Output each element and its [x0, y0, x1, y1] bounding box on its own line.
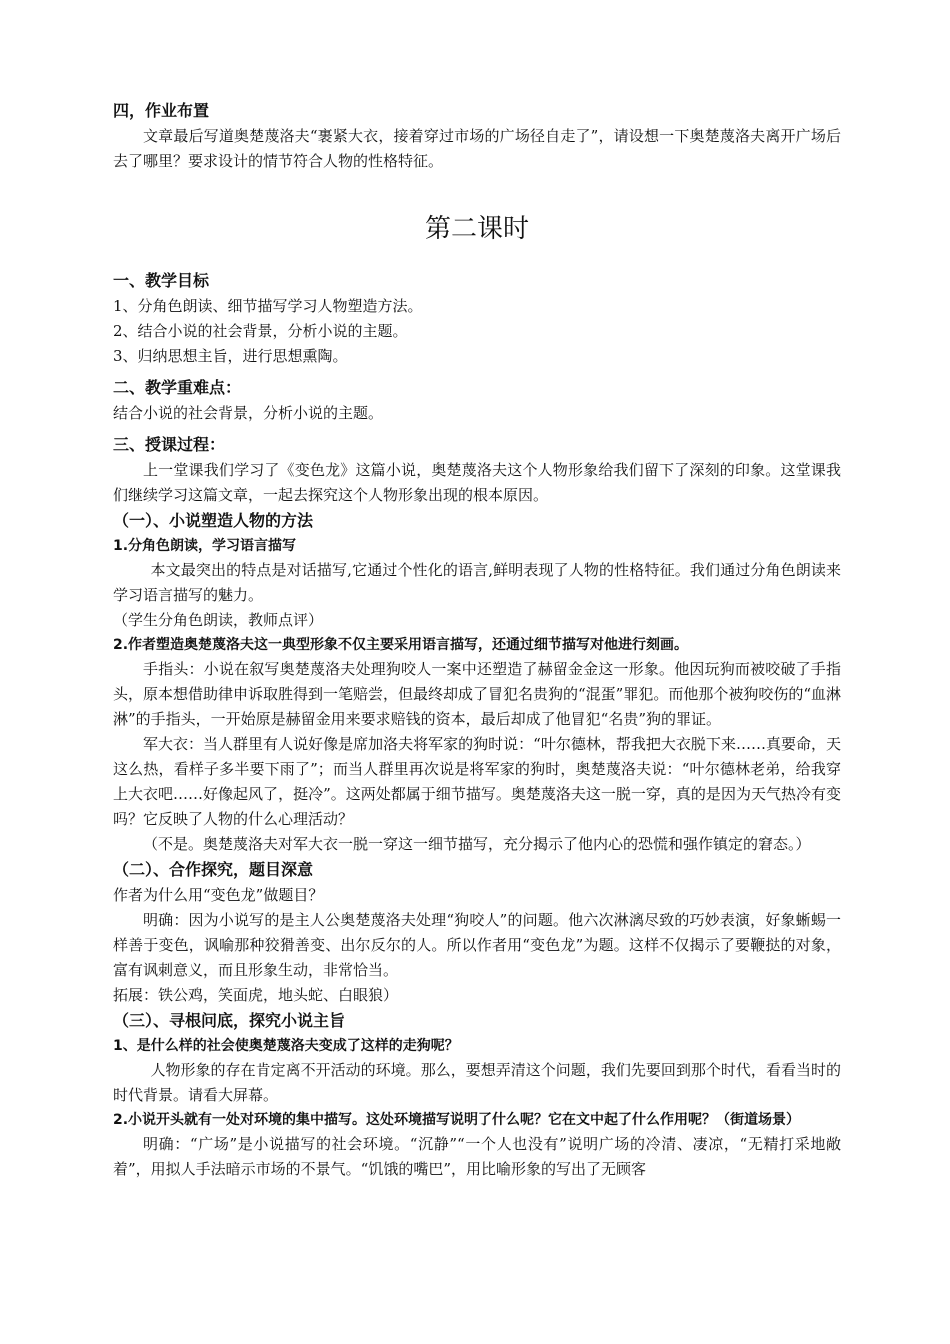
part3-question-2: 2.小说开头就有一处对环境的集中描写。这处环境描写说明了什么呢？它在文中起了什么作用呢？（街道场景） [113, 1112, 801, 1128]
goal-item: 2、结合小说的社会背景，分析小说的主题。 [113, 322, 408, 340]
section-heading-homework: 四，作业布置 [113, 101, 210, 120]
finger-paragraph: 手指头：小说在叙写奥楚蔑洛夫处理狗咬人一案中还塑造了赫留金金这一形象。他因玩狗而被咬破了手指头，原本想借助律申诉取胜得到一笔赔尝，但最终却成了冒犯名贵狗的“混蛋”罪犯。而他那个被狗咬伤的“血淋淋”的手指头，一开始原是赫留金用来要求赔钱的资本，最后却成了他冒犯“名贵”狗的罪证。 [113, 660, 842, 728]
goal-item: 1、分角色朗读、细节描写学习人物塑造方法。 [113, 297, 423, 315]
page-title: 第二课时 [424, 214, 529, 244]
part2-question: 作者为什么用“变色龙”做题目？ [113, 886, 324, 904]
part1-heading: （一）、小说塑造人物的方法 [113, 511, 314, 530]
document-page [113, 98, 841, 1182]
part2-answer: 明确：因为小说写的是主人公奥楚蔑洛夫处理“狗咬人”的问题。他六次淋漓尽致的巧妙表演，好象蜥蜴一样善于变色，讽喻那种狡猾善变、出尔反尔的人。所以作者用“变色龙”为题。这样不仅揭示了要鞭挞的对象，富有讽刺意义，而且形象生动，非常恰当。 [113, 911, 841, 979]
coat-paragraph: 军大衣：当人群里有人说好像是席加洛夫将军家的狗时说：“叶尔德林，帮我把大衣脱下来……真要命，天这么热，看样子多半要下雨了”；而当人群里再次说是将军家的狗时，奥楚蔑洛夫说：“叶尔德林老弟，给我穿上大衣吧……好像起风了，挺冷”。这两处都属于细节描写。奥楚蔑洛夫这一脱一穿，真的是因为天气热冷有变吗？它反映了人物的什么心理活动？ [113, 735, 841, 828]
part3-question-1-paragraph: 人物形象的存在肯定离不开活动的环境。那么，要想弄清这个问题，我们先要回到那个时代，看看当时的时代背景。请看大屏幕。 [113, 1061, 841, 1104]
homework-paragraph: 文章最后写道奥楚蔑洛夫“裹紧大衣，接着穿过市场的广场径自走了”，请设想一下奥楚蔑洛夫离开广场后去了哪里？要求设计的情节符合人物的性格特征。 [113, 127, 841, 170]
process-intro: 上一堂课我们学习了《变色龙》这篇小说，奥楚蔑洛夫这个人物形象给我们留下了深刻的印象。这堂课我们继续学习这篇文章，一起去探究这个人物形象出现的根本原因。 [113, 461, 841, 504]
part1-sub2-heading: 2.作者塑造奥楚蔑洛夫这一典型形象不仅主要采用语言描写，还通过细节描写对他进行刻画。 [113, 637, 689, 653]
part1-sub1-paragraph: 本文最突出的特点是对话描写,它通过个性化的语言,鲜明表现了人物的性格特征。我们通过分角色朗读来学习语言描写的魅力。 [113, 561, 841, 604]
part3-question-2-paragraph: 明确：“广场”是小说描写的社会环境。“沉静”“一个人也没有”说明广场的冷清、凄凉，“无精打采地敞着”，用拟人手法暗示市场的不景气。“饥饿的嘴巴”，用比喻形象的写出了无顾客 [113, 1135, 841, 1178]
section-heading-goals: 一、教学目标 [113, 271, 210, 290]
part2-heading: （二）、合作探究，题目深意 [113, 860, 314, 879]
goal-item: 3、归纳思想主旨，进行思想熏陶。 [113, 347, 348, 365]
part3-heading: （三）、寻根问底，探究小说主旨 [113, 1011, 346, 1030]
coat-answer: （不是。奥楚蔑洛夫对军大衣一脱一穿这一细节描写，充分揭示了他内心的恐慌和强作镇定的窘态。） [143, 835, 811, 853]
section-heading-keypoints: 二、教学重难点： [113, 378, 242, 397]
part3-question-1: 1、是什么样的社会使奥楚蔑洛夫变成了这样的走狗呢？ [113, 1038, 459, 1054]
keypoints-text: 结合小说的社会背景，分析小说的主题。 [113, 404, 384, 422]
section-heading-process: 三、授课过程： [113, 435, 226, 454]
part2-extend: 拓展：铁公鸡，笑面虎，地头蛇、白眼狼） [113, 986, 399, 1004]
part1-sub1-note: （学生分角色朗读，教师点评） [113, 611, 324, 629]
part1-sub1-heading: 1.分角色朗读，学习语言描写 [113, 538, 297, 554]
